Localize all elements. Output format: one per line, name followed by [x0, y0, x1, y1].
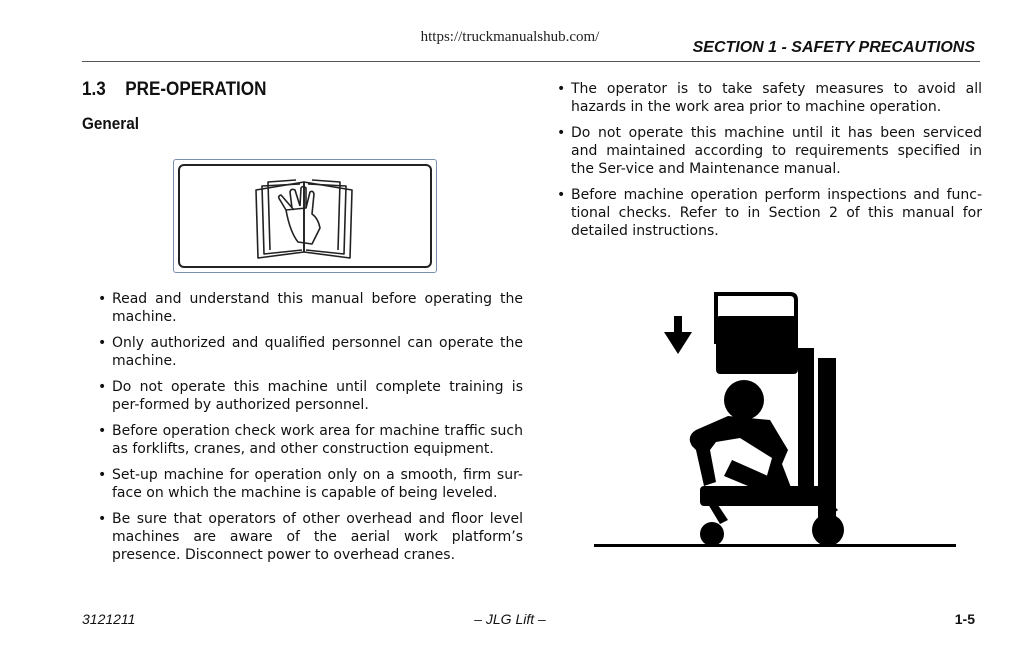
header-divider: [82, 61, 980, 62]
section-number: 1.3: [82, 79, 106, 100]
person-head-icon: [724, 380, 764, 420]
section-header: SECTION 1 - SAFETY PRECAUTIONS: [692, 39, 975, 56]
section-heading: [82, 79, 266, 101]
read-manual-icon: [173, 159, 437, 273]
page-number: 1-5: [954, 611, 975, 627]
ground-line: [594, 544, 956, 547]
document-number: 3121211: [82, 611, 136, 627]
section-title: PRE-OPERATION: [125, 79, 267, 100]
crush-hazard-pictogram: [592, 290, 958, 552]
down-arrow-icon: [664, 316, 692, 354]
list-item: • Be sure that operators of other overhead and floor level machines are aware of the aerial work platform’s presence. Disconnect power to overhead cranes.: [96, 510, 523, 564]
wheel-icon: [812, 514, 844, 546]
source-url: https://truckmanualshub.com/: [420, 29, 600, 45]
list-item: • Before operation check work area for machine traffic such as forklifts, cranes, and other construction equipment.: [96, 422, 523, 458]
list-item: • The operator is to take safety measures to avoid all hazards in the work area prior to machine operation.: [555, 80, 982, 116]
right-bullet-list: [555, 80, 982, 248]
subheading: General: [82, 114, 139, 133]
footer-brand: – JLG Lift –: [474, 611, 546, 627]
list-item: • Only authorized and qualified personnel can operate the machine.: [96, 334, 523, 370]
list-item: • Do not operate this machine until complete training is per-formed by authorized personnel.: [96, 378, 523, 414]
left-bullet-list: [96, 290, 523, 572]
list-item: • Do not operate this machine until it has been serviced and maintained according to requirements specified in the Ser-vice and Maintenance manual.: [555, 124, 982, 178]
wheel-icon: [700, 522, 724, 546]
list-item: • Set-up machine for operation only on a smooth, firm sur-face on which the machine is capable of being leveled.: [96, 466, 523, 502]
list-item: • Read and understand this manual before operating the machine.: [96, 290, 523, 326]
list-item: • Before machine operation perform inspections and func-tional checks. Refer to in Section 2 of this manual for detailed instructions.: [555, 186, 982, 240]
open-book-hand-icon: [246, 166, 362, 266]
